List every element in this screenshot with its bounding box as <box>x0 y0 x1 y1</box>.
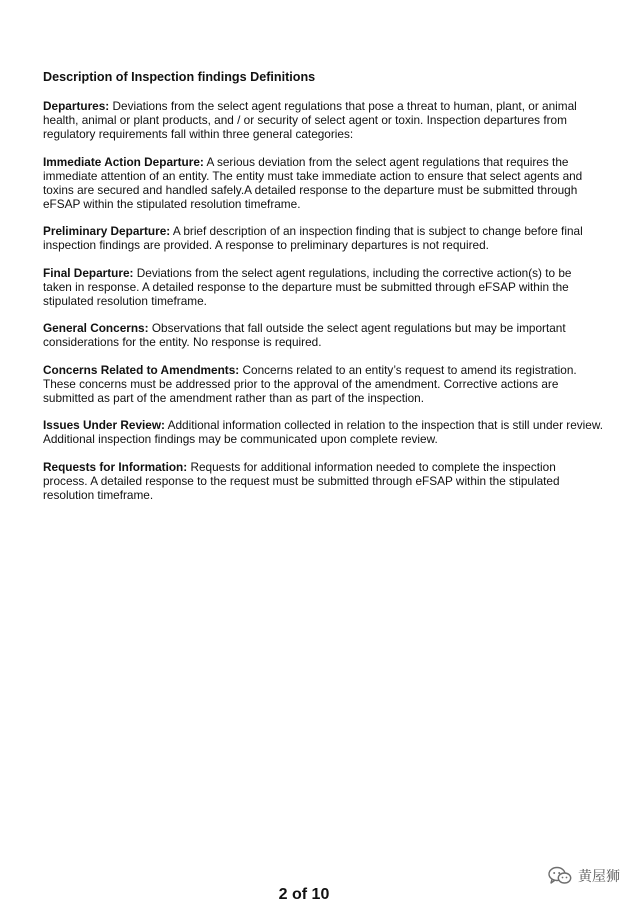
definition-general-concerns <box>43 321 603 349</box>
definition-term: Preliminary Departure: <box>43 224 171 238</box>
definition-term: Concerns Related to Amendments: <box>43 362 240 377</box>
definition-requests-for-information <box>43 460 603 502</box>
definition-preliminary-departure <box>43 224 603 252</box>
definition-text: Deviations from the select agent regulations, including the corrective action(s) to be taken in response. A detailed response to the departure must be submitted through eFSAP within the stipulated resolution timeframe. <box>43 265 572 308</box>
definition-departures <box>43 99 603 141</box>
definition-term: Departures: <box>43 99 110 113</box>
definition-term: Immediate Action Departure: <box>43 154 204 169</box>
definition-text: A serious deviation from the select agent regulations that requires the immediate attention of an entity. The entity must take immediate action to ensure that select agents and toxins are secured and handled safely.A detailed response to the departure must be submitted through eFSAP within the stipulated resolution timeframe. <box>43 154 583 211</box>
definition-text: Requests for additional information needed to complete the inspection process. A detailed response to the request must be submitted through eFSAP within the stipulated resolution timeframe. <box>43 459 560 502</box>
definition-immediate-action-departure <box>43 155 603 211</box>
definition-concerns-related-to-amendments <box>43 363 603 405</box>
definitions-list <box>43 99 603 515</box>
watermark-label: 黄屋狮 <box>578 868 620 884</box>
definition-text: Deviations from the select agent regulations that pose a threat to human, plant, or animal health, animal or plant products, and / or security of select agent or toxin. Inspection departures from regulatory requirements fall within three general categories: <box>43 99 577 141</box>
watermark <box>548 866 620 886</box>
page-title: Description of Inspection findings Definitions <box>43 70 316 84</box>
definition-term: Requests for Information: <box>43 459 188 474</box>
definition-term: General Concerns: <box>43 321 149 335</box>
definition-text: Observations that fall outside the select agent regulations but may be important considerations for the entity. No response is required. <box>43 321 566 349</box>
definition-text: A brief description of an inspection finding that is subject to change before final inspection findings are provided. A response to preliminary departures is not required. <box>43 224 583 252</box>
wechat-icon <box>548 866 572 886</box>
definition-text: Additional information collected in relation to the inspection that is still under review. Additional inspection findings may be communicated upon complete review. <box>43 418 603 446</box>
definition-issues-under-review <box>43 418 603 446</box>
definition-text: Concerns related to an entity’s request to amend its registration. These concerns must be addressed prior to the approval of the amendment. Corrective actions are submitted as part of the amendment rather than as part of the inspection. <box>43 362 577 405</box>
definition-final-departure <box>43 266 603 308</box>
definition-term: Issues Under Review: <box>43 418 165 432</box>
definition-term: Final Departure: <box>43 265 134 280</box>
page-number: 2 of 10 <box>278 886 330 903</box>
